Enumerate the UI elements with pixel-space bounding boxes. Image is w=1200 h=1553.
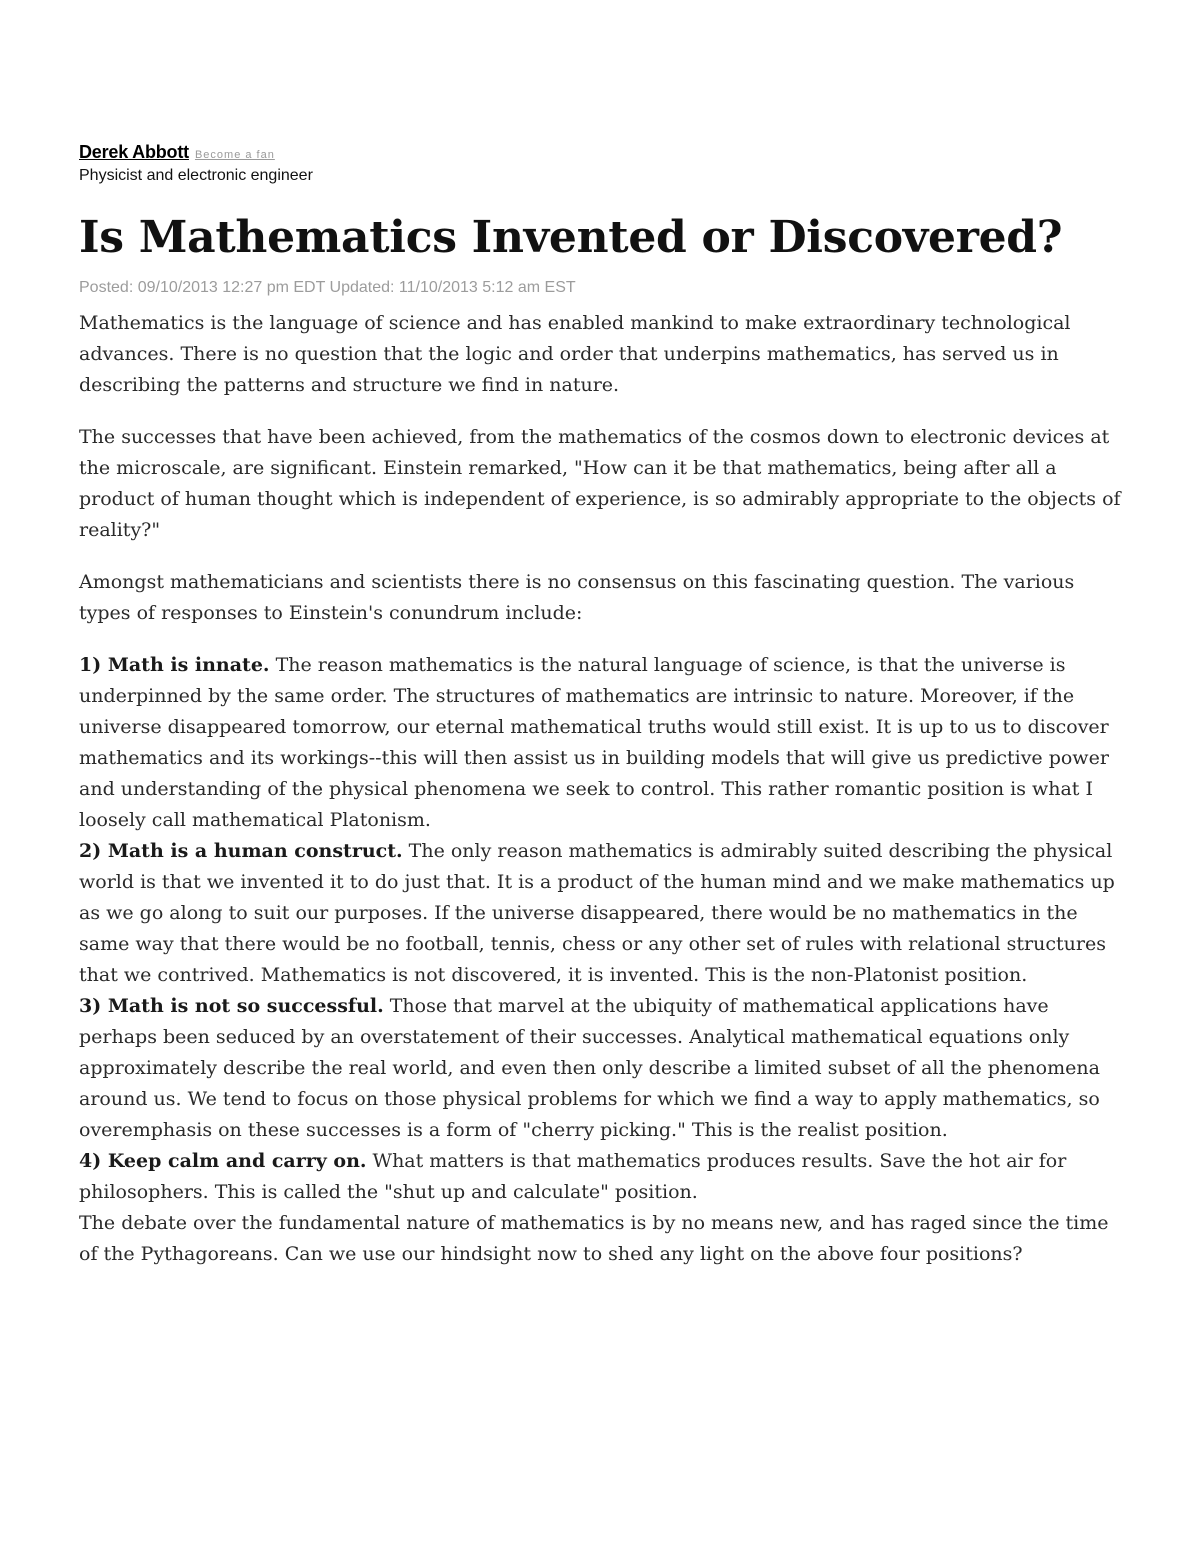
position-lead: 2) Math is a human construct. xyxy=(79,840,403,862)
position-item xyxy=(79,650,1124,836)
paragraph-einstein-quote: The successes that have been achieved, from the mathematics of the cosmos down to electronic devices at the microscale, are significant. Einstein remarked, "How can it be that mathematics, being after all a product of human thought which is independent of experience, is so admirably appropriate to the objects of reality?" xyxy=(79,426,1121,541)
byline xyxy=(79,142,1124,186)
article-meta: Posted: 09/10/2013 12:27 pm EDT Updated: 11/10/2013 5:12 am EST xyxy=(79,279,576,296)
position-lead: 1) Math is innate. xyxy=(79,654,270,676)
position-item xyxy=(79,991,1124,1146)
position-text: What matters is that mathematics produces results. Save the hot air for philosophers. This is called the "shut up and calculate" position. xyxy=(79,1150,1067,1203)
author-bio: Physicist and electronic engineer xyxy=(79,167,313,184)
article-body xyxy=(79,308,1124,1270)
article-title: Is Mathematics Invented or Discovered? xyxy=(79,212,1063,263)
author-row xyxy=(79,142,1124,165)
position-item xyxy=(79,836,1124,991)
paragraph-consensus: Amongst mathematicians and scientists there is no consensus on this fascinating question. The various types of responses to Einstein's conundrum include: xyxy=(79,571,1075,624)
paragraph-closing: The debate over the fundamental nature of mathematics is by no means new, and has raged since the time of the Pythagoreans. Can we use our hindsight now to shed any light on the above four positions? xyxy=(79,1212,1109,1265)
position-item xyxy=(79,1146,1124,1208)
become-a-fan-link[interactable]: Become a fan xyxy=(194,149,275,161)
position-text: Those that marvel at the ubiquity of mathematical applications have perhaps been seduced by an overstatement of their successes. Analytical mathematical equations only approximately describe the real world, and even then only describe a limited subset of all the phenomena around us. We tend to focus on those physical problems for which we find a way to apply mathematics, so overemphasis on these successes is a form of "cherry picking." This is the realist position. xyxy=(79,995,1100,1141)
paragraph-intro: Mathematics is the language of science and has enabled mankind to make extraordinary technological advances. There is no question that the logic and order that underpins mathematics, has served us in describing the patterns and structure we find in nature. xyxy=(79,312,1071,396)
position-lead: 4) Keep calm and carry on. xyxy=(79,1150,367,1172)
author-name-link[interactable]: Derek Abbott xyxy=(79,142,189,162)
article-page xyxy=(79,142,1124,1270)
position-text: The reason mathematics is the natural language of science, is that the universe is underpinned by the same order. The structures of mathematics are intrinsic to nature. Moreover, if the universe disappeared tomorrow, our eternal mathematical truths would still exist. It is up to us to discover mathematics and its workings--this will then assist us in building models that will give us predictive power and understanding of the physical phenomena we seek to control. This rather romantic position is what I loosely call mathematical Platonism. xyxy=(79,654,1109,831)
position-lead: 3) Math is not so successful. xyxy=(79,995,384,1017)
position-text: The only reason mathematics is admirably suited describing the physical world is that we invented it to do just that. It is a product of the human mind and we make mathematics up as we go along to suit our purposes. If the universe disappeared, there would be no mathematics in the same way that there would be no football, tennis, chess or any other set of rules with relational structures that we contrived. Mathematics is not discovered, it is invented. This is the non-Platonist position. xyxy=(79,840,1115,986)
